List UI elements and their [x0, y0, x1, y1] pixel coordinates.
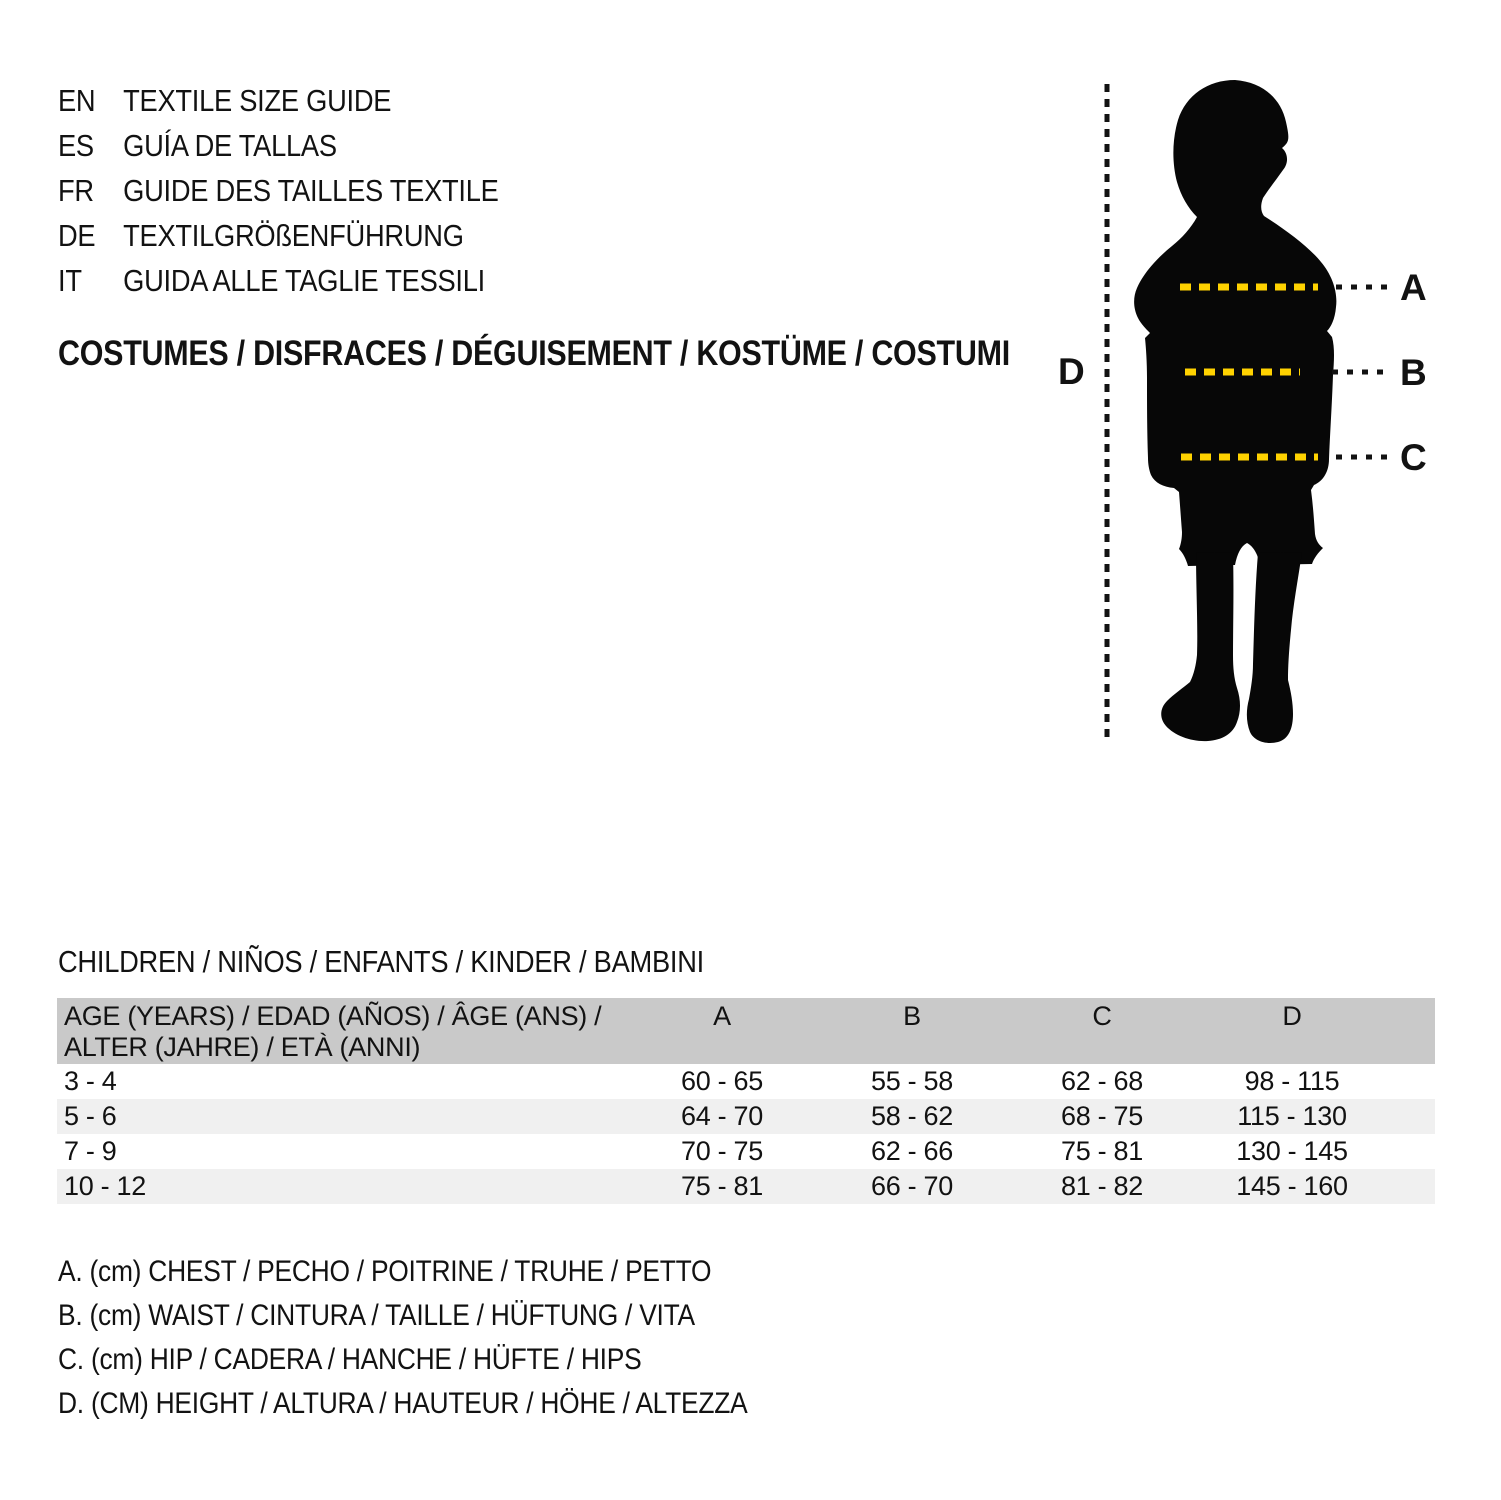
- height-cell: 130 - 145: [1236, 1136, 1348, 1166]
- language-guide-list: [58, 78, 559, 303]
- measurement-legend: [58, 1250, 841, 1426]
- chest-cell: 70 - 75: [681, 1136, 763, 1166]
- col-header-b: B: [903, 1001, 921, 1031]
- table-row: [57, 1099, 1435, 1134]
- language-title: GUIDA ALLE TAGLIE TESSILI: [123, 262, 485, 298]
- col-header-c: C: [1092, 1001, 1112, 1031]
- hip-cell: 75 - 81: [1061, 1136, 1143, 1166]
- children-heading: [58, 944, 792, 980]
- chest-label: A: [1400, 267, 1427, 308]
- age-cell: 3 - 4: [64, 1066, 117, 1096]
- language-item: [58, 168, 499, 213]
- child-right-leg: [1247, 552, 1302, 743]
- language-title: TEXTILE SIZE GUIDE: [123, 82, 392, 118]
- waist-cell: 55 - 58: [871, 1066, 953, 1096]
- table-row: [57, 1169, 1435, 1204]
- children-heading-text: CHILDREN / NIÑOS / ENFANTS / KINDER / BAMBINI: [58, 944, 704, 979]
- height-cell: 98 - 115: [1244, 1066, 1340, 1096]
- hip-cell: 62 - 68: [1061, 1066, 1143, 1096]
- age-cell: 5 - 6: [64, 1101, 117, 1131]
- legend-item-waist: B. (cm) WAIST / CINTURA / TAILLE / HÜFTUNG / VITA: [58, 1299, 695, 1332]
- table-row: [57, 1064, 1435, 1099]
- age-column-header: [57, 1001, 627, 1064]
- legend-item-hip: C. (cm) HIP / CADERA / HANCHE / HÜFTE / HIPS: [58, 1343, 642, 1376]
- language-item: [58, 258, 499, 303]
- hip-cell: 81 - 82: [1061, 1171, 1143, 1201]
- table-header-row: [57, 998, 1435, 1064]
- language-item: [58, 123, 499, 168]
- age-cell: 10 - 12: [64, 1171, 146, 1201]
- waist-cell: 58 - 62: [871, 1101, 953, 1131]
- col-header-d: D: [1282, 1001, 1302, 1031]
- size-table: [57, 998, 1435, 1204]
- hip-label: C: [1400, 437, 1427, 478]
- waist-label: B: [1400, 352, 1427, 393]
- language-item: [58, 213, 499, 258]
- table-row: [57, 1134, 1435, 1169]
- age-header-line2: ALTER (JAHRE) / ETÀ (ANNI): [64, 1032, 421, 1062]
- age-cell: 7 - 9: [64, 1136, 117, 1166]
- hip-cell: 68 - 75: [1061, 1101, 1143, 1131]
- language-code: ES: [58, 127, 94, 163]
- chest-cell: 60 - 65: [681, 1066, 763, 1096]
- child-silhouette: [1134, 80, 1336, 566]
- category-title: COSTUMES / DISFRACES / DÉGUISEMENT / KOSTÜME / COSTUMI: [58, 334, 1010, 373]
- height-cell: 145 - 160: [1236, 1171, 1348, 1201]
- language-title: TEXTILGRÖßENFÜHRUNG: [123, 217, 464, 253]
- child-left-leg: [1161, 552, 1240, 741]
- col-header-a: A: [713, 1001, 731, 1031]
- child-figure-diagram: [1030, 60, 1501, 760]
- language-title: GUIDE DES TAILLES TEXTILE: [123, 172, 499, 208]
- chest-cell: 75 - 81: [681, 1171, 763, 1201]
- waist-cell: 66 - 70: [871, 1171, 953, 1201]
- legend-item-chest: A. (cm) CHEST / PECHO / POITRINE / TRUHE / PETTO: [58, 1255, 712, 1288]
- language-title: GUÍA DE TALLAS: [123, 127, 337, 163]
- legend-item-height: D. (CM) HEIGHT / ALTURA / HAUTEUR / HÖHE / ALTEZZA: [58, 1387, 748, 1420]
- waist-cell: 62 - 66: [871, 1136, 953, 1166]
- language-code: FR: [58, 172, 94, 208]
- age-header-line1: AGE (YEARS) / EDAD (AÑOS) / ÂGE (ANS) /: [64, 1001, 602, 1031]
- language-item: [58, 78, 499, 123]
- chest-cell: 64 - 70: [681, 1101, 763, 1131]
- language-code: IT: [58, 262, 82, 298]
- height-label: D: [1058, 351, 1085, 392]
- language-code: EN: [58, 82, 96, 118]
- height-cell: 115 - 130: [1237, 1101, 1347, 1131]
- language-code: DE: [58, 217, 96, 253]
